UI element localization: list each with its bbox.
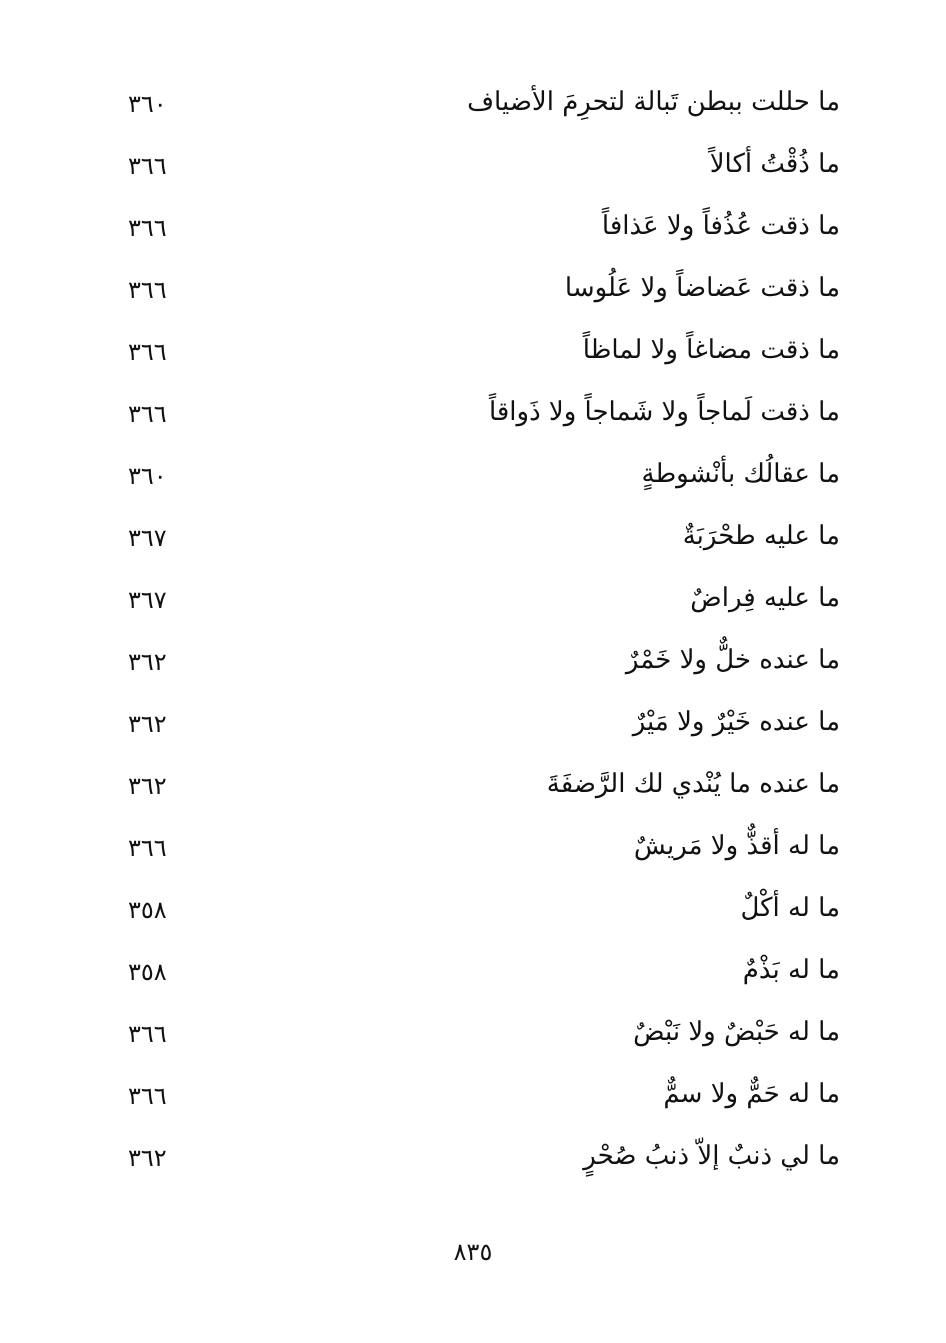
entry-page-ref: ٣٦٦ [128,1020,167,1048]
entry-phrase: ما عنده خَيْرٌ ولا مَيْرٌ [632,707,840,737]
index-entry [128,138,840,200]
index-entry [128,634,840,696]
entry-phrase: ما عليه طحْرَبَةٌ [682,521,840,551]
index-entry [128,572,840,634]
index-entry [128,758,840,820]
index-entry [128,944,840,1006]
entry-page-ref: ٣٦٦ [128,214,167,242]
entry-phrase: ما ذقت عَضاضاً ولا عَلُوسا [564,273,840,303]
index-entry [128,1068,840,1130]
entry-phrase: ما له حَمٌّ ولا سمٌّ [663,1079,840,1109]
entry-phrase: ما عنده خلٌّ ولا خَمْرٌ [625,645,840,675]
entry-phrase: ما له حَبْضٌ ولا نَبْضٌ [633,1017,840,1047]
entry-phrase: ما ذقت عُذُفاً ولا عَذافاً [601,211,840,241]
index-entry [128,820,840,882]
index-entry [128,882,840,944]
entry-page-ref: ٣٦٢ [128,710,167,738]
entry-phrase: ما ذُقْتُ أكالاً [709,149,840,179]
index-entry [128,386,840,448]
entry-phrase: ما له أقذٌّ ولا مَريشٌ [633,831,840,861]
index-entry [128,1130,840,1192]
index-entry [128,200,840,262]
entry-page-ref: ٣٦٦ [128,1082,167,1110]
entry-page-ref: ٣٦٢ [128,1144,167,1172]
entry-phrase: ما ذقت مضاغاً ولا لماظاً [582,335,840,365]
index-entry [128,696,840,758]
entry-phrase: ما لي ذنبٌ إلاّ ذنبُ صُحْرٍ [583,1141,840,1171]
entry-phrase: ما عقالُك بأنْشوطةٍ [641,459,840,489]
entry-page-ref: ٣٦٦ [128,276,167,304]
index-entry [128,510,840,572]
proverb-index-list [128,76,840,1192]
page-number: ٨٣٥ [453,1238,493,1266]
entry-phrase: ما عنده ما يُنْدي لك الرَّضفَةَ [546,769,840,799]
entry-phrase: ما له أكْلٌ [740,893,840,923]
entry-page-ref: ٣٦٠ [128,90,167,118]
entry-page-ref: ٣٦٦ [128,338,167,366]
index-entry [128,324,840,386]
index-entry [128,76,840,138]
entry-page-ref: ٣٦٦ [128,834,167,862]
entry-page-ref: ٣٥٨ [128,958,167,986]
entry-page-ref: ٣٦٧ [128,586,167,614]
entry-page-ref: ٣٦٠ [128,462,167,490]
index-entry [128,262,840,324]
index-entry [128,448,840,510]
entry-page-ref: ٣٦٢ [128,648,167,676]
index-entry [128,1006,840,1068]
entry-phrase: ما عليه فِراضٌ [690,583,840,613]
entry-phrase: ما حللت ببطن تَبالة لتحرِمَ الأضياف [467,87,840,117]
entry-phrase: ما ذقت لَماجاً ولا شَماجاً ولا ذَواقاً [488,397,840,427]
entry-page-ref: ٣٦٧ [128,524,167,552]
entry-page-ref: ٣٥٨ [128,896,167,924]
entry-page-ref: ٣٦٦ [128,152,167,180]
entry-phrase: ما له بَذْمٌ [742,955,840,985]
entry-page-ref: ٣٦٦ [128,400,167,428]
entry-page-ref: ٣٦٢ [128,772,167,800]
